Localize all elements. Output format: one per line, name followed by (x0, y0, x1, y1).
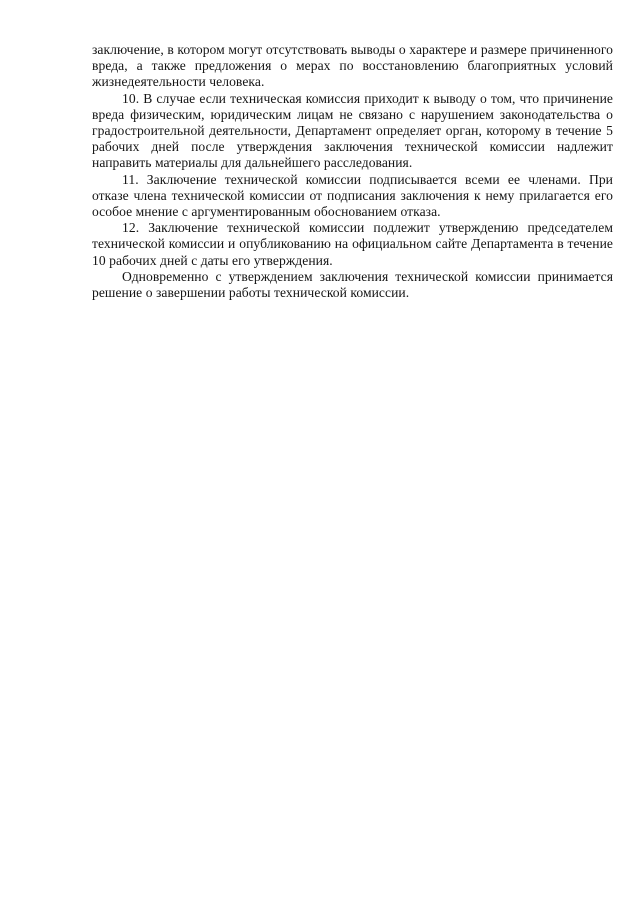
paragraph-item-10: 10. В случае если техническая комиссия приходит к выводу о том, что причинение вреда физическим, юридическим лицам не связано с нарушением законодательства о градостроительной деятельности, Департамент определяет орган, которому в течение 5 рабочих дней после утверждения заключения технической комиссии надлежит направить материалы для дальнейшего расследования. (92, 90, 613, 171)
paragraph-closing: Одновременно с утверждением заключения технической комиссии принимается решение о завершении работы технической комиссии. (92, 268, 613, 301)
document-body (92, 42, 613, 301)
paragraph-item-11: 11. Заключение технической комиссии подписывается всеми ее членами. При отказе члена технической комиссии от подписания заключения к нему прилагается его особое мнение с аргументированным обоснованием отказа. (92, 171, 613, 220)
paragraph-item-12: 12. Заключение технической комиссии подлежит утверждению председателем технической комиссии и опубликованию на официальном сайте Департамента в течение 10 рабочих дней с даты его утверждения. (92, 220, 613, 268)
paragraph-continuation: заключение, в котором могут отсутствовать выводы о характере и размере причиненного вреда, а также предложения о мерах по восстановлению благоприятных условий жизнедеятельности человека. (92, 42, 613, 90)
